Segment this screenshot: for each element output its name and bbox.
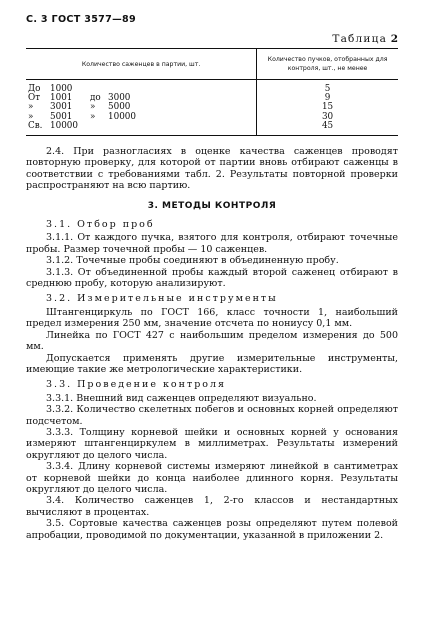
range-to: 5000 (108, 102, 131, 113)
table-row (26, 94, 398, 103)
range-to: 3000 (108, 93, 131, 104)
table-cell-value: 45 (257, 122, 398, 136)
range-connector (90, 122, 108, 131)
range-from: 10000 (50, 120, 78, 131)
table-caption-number: 2 (390, 33, 398, 45)
table-row (26, 122, 398, 136)
range-prefix: Св. (28, 120, 43, 131)
range-from: 1000 (50, 84, 73, 94)
range-prefix: От (28, 93, 41, 104)
paragraph-3-3-3: 3.3.3. Толщину корневой шейки и основных корней у основания измеряют штангенциркулем в миллиметрах. Результаты измерений округляют до целого числа. (26, 426, 398, 461)
paragraph-3-4: 3.4. Количество саженцев 1, 2-го классов и нестандартных вычисляют в процентах. (26, 495, 398, 518)
range-connector: » (90, 102, 96, 113)
table-caption-label: Таблица (332, 33, 388, 45)
table-row (26, 113, 398, 122)
document-body (26, 146, 398, 541)
document-page (26, 14, 398, 541)
sampling-table (26, 48, 398, 136)
paragraph-3-5: 3.5. Сортовые качества саженцев розы определяют путем полевой апробации, проводимой по документации, указанной в приложении 2. (26, 518, 398, 541)
table-cell-value: 15 (257, 103, 398, 112)
range-prefix: » (28, 102, 34, 113)
paragraph-3-1-1: 3.1.1. От каждого пучка, взятого для контроля, отбирают точечные пробы. Размер точечной пробы — 10 саженцев. (26, 232, 398, 255)
paragraph-3-2-a: Штангенциркуль по ГОСТ 166, класс точности 1, наибольший предел измерения 250 мм, значение отсчета по нониусу 0,1 мм. (26, 306, 398, 330)
table-cell-value: 9 (257, 94, 398, 103)
subsection-3-3-title (26, 379, 398, 390)
subsection-3-1-text: 3.1. Отбор проб (46, 219, 155, 231)
paragraph-2-4: 2.4. При разногласиях в оценке качества саженцев проводят повторную проверку, для которой от партии вновь отбирают саженцы в соответствии с требованиями табл. 2. Результаты повторной проверки распространяют на всю партию. (26, 146, 398, 192)
table-caption (26, 33, 398, 45)
paragraph-3-3-1: 3.3.1. Внешний вид саженцев определяют визуально. (46, 392, 317, 404)
table-cell-value: 30 (257, 113, 398, 122)
range-prefix: » (28, 111, 34, 122)
range-from: 1001 (50, 93, 73, 104)
page-header: С. 3 ГОСТ 3577—89 (26, 14, 136, 25)
subsection-3-1-title (26, 219, 398, 230)
section-3-title: 3. МЕТОДЫ КОНТРОЛЯ (147, 200, 277, 211)
col-header-bundle-count: Количество пучков, отобранных для контроля, шт., не менее (257, 49, 398, 80)
subsection-3-2-text: 3.2. Измерительные инструменты (46, 293, 278, 305)
range-from: 5001 (50, 111, 73, 122)
paragraph-3-1-2: 3.1.2. Точечные пробы соединяют в объединенную пробу. (46, 255, 339, 267)
range-connector: » (90, 111, 96, 122)
range-to (108, 122, 148, 131)
col-header-batch-size: Количество саженцев в партии, шт. (26, 49, 257, 80)
paragraph-3-1-3: 3.1.3. От объединенной пробы каждый второй саженец отбирают в среднюю пробу, которую анализируют. (26, 266, 398, 290)
range-to: 10000 (108, 111, 136, 122)
range-connector: до (90, 93, 101, 104)
table-row (26, 80, 398, 95)
table-row (26, 103, 398, 112)
subsection-3-2-title (26, 293, 398, 304)
range-from: 3001 (50, 102, 73, 113)
range-prefix: До (28, 84, 41, 94)
paragraph-3-2-c: Допускается применять другие измерительные инструменты, имеющие такие же метрологические характеристики. (26, 352, 398, 375)
paragraph-3-3-2: 3.3.2. Количество скелетных побегов и основных корней определяют подсчетом. (26, 404, 398, 427)
paragraph-3-2-b: Линейка по ГОСТ 427 с наибольшим пределом измерения до 500 мм. (26, 329, 398, 353)
subsection-3-3-text: 3.3. Проведение контроля (46, 379, 227, 391)
table-cell-value: 5 (257, 80, 398, 95)
paragraph-3-3-4: 3.3.4. Длину корневой системы измеряют линейкой в сантиметрах от корневой шейки до конца наиболее длинного корня. Результаты округляют до целого числа. (26, 461, 398, 495)
